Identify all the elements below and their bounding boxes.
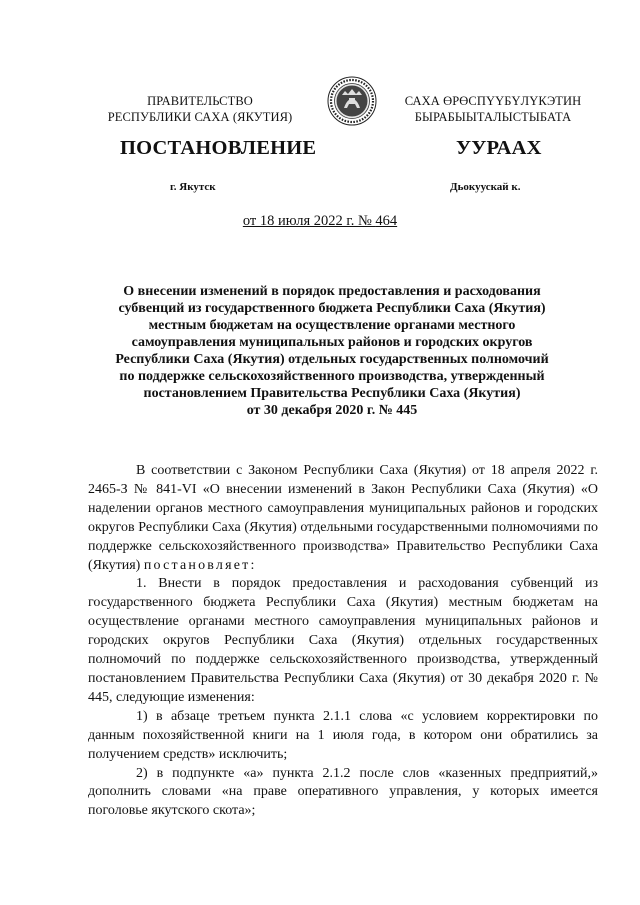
header-left-line1: ПРАВИТЕЛЬСТВО <box>147 94 253 108</box>
title-line: субвенций из государственного бюджета Республики Саха (Якутия) <box>118 301 546 316</box>
header-left-line2: РЕСПУБЛИКИ САХА (ЯКУТИЯ) <box>107 110 293 124</box>
city-russian: г. Якутск <box>170 181 216 193</box>
coat-of-arms-emblem-icon <box>327 76 377 126</box>
title-line: Республики Саха (Якутия) отдельных государственных полномочий <box>115 352 549 367</box>
preamble-decree-word: постановляет: <box>143 557 257 573</box>
header-left-government-name <box>85 93 315 125</box>
doc-type-yakut: УУРААХ <box>456 137 542 159</box>
title-line: от 30 декабря 2020 г. № 445 <box>246 403 418 418</box>
header-right-line2: БЫРАБЫЫТАЛЫСТЫБАТА <box>414 110 572 124</box>
doc-type-russian: ПОСТАНОВЛЕНИЕ <box>120 137 317 159</box>
title-line: местным бюджетам на осуществление органами местного <box>148 318 516 333</box>
title-line: О внесении изменений в порядок предоставления и расходования <box>123 284 541 299</box>
title-line: по поддержке сельскохозяйственного производства, утвержденный <box>119 369 545 384</box>
decree-body <box>88 462 598 821</box>
decree-date-prefix: от 18 июля 2022 г. № <box>242 213 376 229</box>
preamble-paragraph <box>88 462 598 575</box>
sub-item-2-paragraph: 2) в подпункте «а» пункта 2.1.2 после слов «казенных предприятий,» дополнить словами «на праве оперативного управления, у которых имеется поголовье якутского скота»; <box>88 765 598 819</box>
header-right-line1: САХА ӨРӨСПҮҮБҮЛҮКЭТИН <box>404 94 582 108</box>
decree-number: 464 <box>375 213 398 229</box>
header-right-government-name <box>378 93 608 125</box>
item-1-paragraph: 1. Внести в порядок предоставления и расходования субвенций из государственного бюджета Республики Саха (Якутия) местным бюджетам на осуществление органами местного самоуправления муниципальных районов и городских округов Республики Саха (Якутия) отдельных государственных полномочий по поддержке сельскохозяйственного производства, утвержденный постановлением Правительства Республики Саха (Якутия) от 30 декабря 2020 г. № 445, следующие изменения: <box>88 576 598 705</box>
decree-title <box>88 283 576 419</box>
preamble-text: В соответствии с Законом Республики Саха (Якутия) от 18 апреля 2022 г. 2465-З № 841-VI «О внесении изменений в Закон Республики Саха (Якутия) «О наделении органов местного самоуправления муниципальных районов и городских округов Республики Саха (Якутия) отдельными государственными полномочиями по поддержке сельскохозяйственного производства» Правительство Республики Саха (Якутия) <box>88 463 598 573</box>
decree-date-number <box>0 213 640 230</box>
sub-item-1-paragraph: 1) в абзаце третьем пункта 2.1.1 слова «с условием корректировки по данным похозяйственной книги на 1 июля года, в котором они обратились за получением средств» исключить; <box>88 708 598 762</box>
title-line: самоуправления муниципальных районов и городских округов <box>131 335 533 350</box>
title-line: постановлением Правительства Республики Саха (Якутия) <box>143 386 521 401</box>
city-yakut: Дьокуускай к. <box>450 181 521 193</box>
